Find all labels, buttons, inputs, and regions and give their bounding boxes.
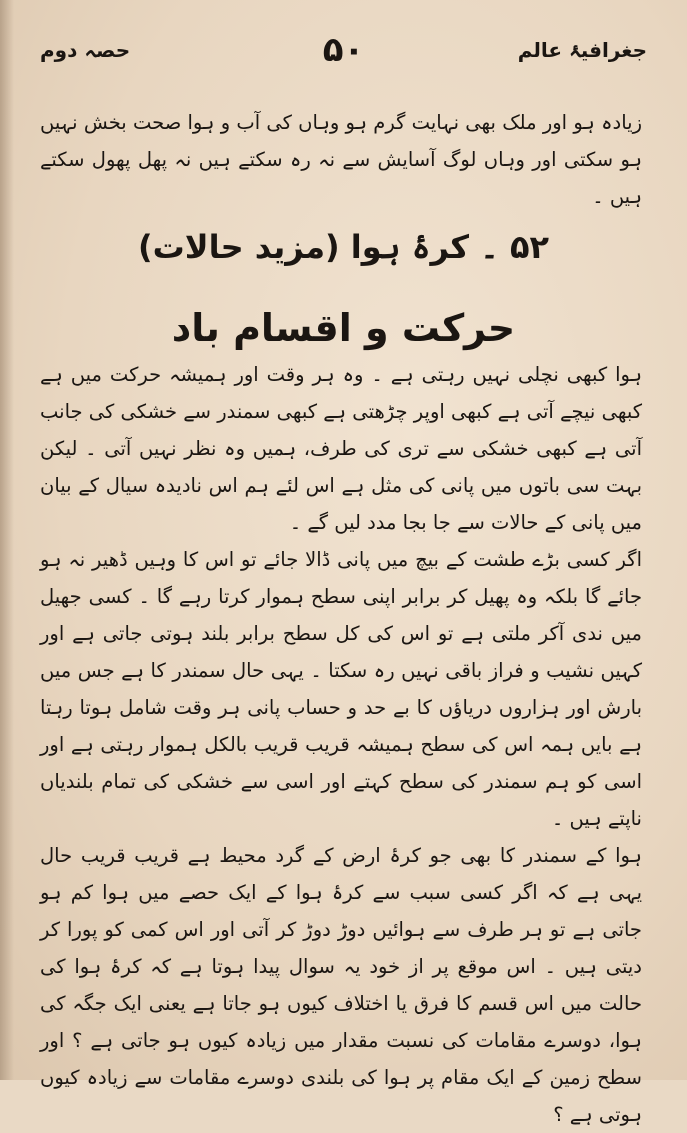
page-header: [40, 30, 647, 80]
paragraph: اگر کسی بڑے طشت کے بیچ میں پانی ڈالا جائے تو اس کا وہیں ڈھیر نہ ہو جائے گا بلکہ وہ پھیل کر برابر اپنی سطح ہموار کرتا رہے گا ۔ کسی جھیل میں ندی آکر ملتی ہے تو اس کی کل سطح برابر بلند ہوتی جاتی ہے اور کہیں نشیب و فراز باقی نہیں رہ سکتا ۔ یہی حال سمندر کا ہے جس میں بارش اور ہزاروں دریاؤں کا بے حد و حساب پانی ہر وقت شامل ہوتا رہتا ہے بایں ہمہ اس کی سطح ہمیشہ قریب قریب بالکل ہموار رہتی ہے اور اسی کو ہم سمندر کی سطح کہتے اور اسی سے خشکی کی تمام بلندیاں ناپتے ہیں ۔: [40, 548, 642, 830]
section-subtitle: حرکت و اقسام باد: [171, 306, 516, 350]
intro-paragraph: زیادہ ہو اور ملک بھی نہایت گرم ہو وہاں کی آب و ہوا صحت بخش نہیں ہو سکتی اور وہاں لوگ آسایش سے نہ رہ سکتے ہیں نہ پھل پھول سکتے ہیں ۔: [40, 111, 642, 208]
body-text: [0, 356, 687, 1133]
paragraph: ہوا کبھی نچلی نہیں رہتی ہے ۔ وہ ہر وقت اور ہمیشہ حرکت میں ہے کبھی نیچے آتی ہے کبھی اوپر چڑھتی ہے کبھی سمندر سے خشکی کی جانب آتی ہے کبھی خشکی سے تری کی طرف، ہمیں وہ نظر نہیں آتی ۔ لیکن بہت سی باتوں میں پانی کی مثل ہے اس لئے ہم اس نادیدہ سیال کے بیان میں پانی کے حالات سے جا بجا مدد لیں گے ۔: [40, 363, 642, 534]
paragraph: ہوا کے سمندر کا بھی جو کرۂ ارض کے گرد محیط ہے قریب قریب حال یہی ہے کہ اگر کسی سبب سے کرۂ ہوا کے ایک حصے میں ہوا کم ہو جاتی ہے تو ہر طرف سے ہوائیں دوڑ دوڑ کر آتی اور اس کمی کو پورا کر دیتی ہیں ۔ اس موقع پر از خود یہ سوال پیدا ہوتا ہے کہ کرۂ ہوا کی حالت میں اس قسم کا فرق یا اختلاف کیوں ہو جاتا ہے یعنی ایک جگہ کی ہوا، دوسرے مقامات کی نسبت مقدار میں زیادہ کیوں ہو جاتی ہے ؟ اور سطح زمین کے ایک مقام پر ہوا کی بلندی دوسرے مقامات سے زیادہ کیوں ہوتی ہے ؟: [40, 844, 642, 1126]
page-number: ۵۰: [322, 30, 365, 70]
section-heading: ۵۲ ۔ کرۂ ہوا (مزید حالات): [137, 228, 550, 266]
part-label: حصہ دوم: [40, 38, 131, 62]
book-title: جغرافیۂ عالم: [517, 38, 647, 62]
